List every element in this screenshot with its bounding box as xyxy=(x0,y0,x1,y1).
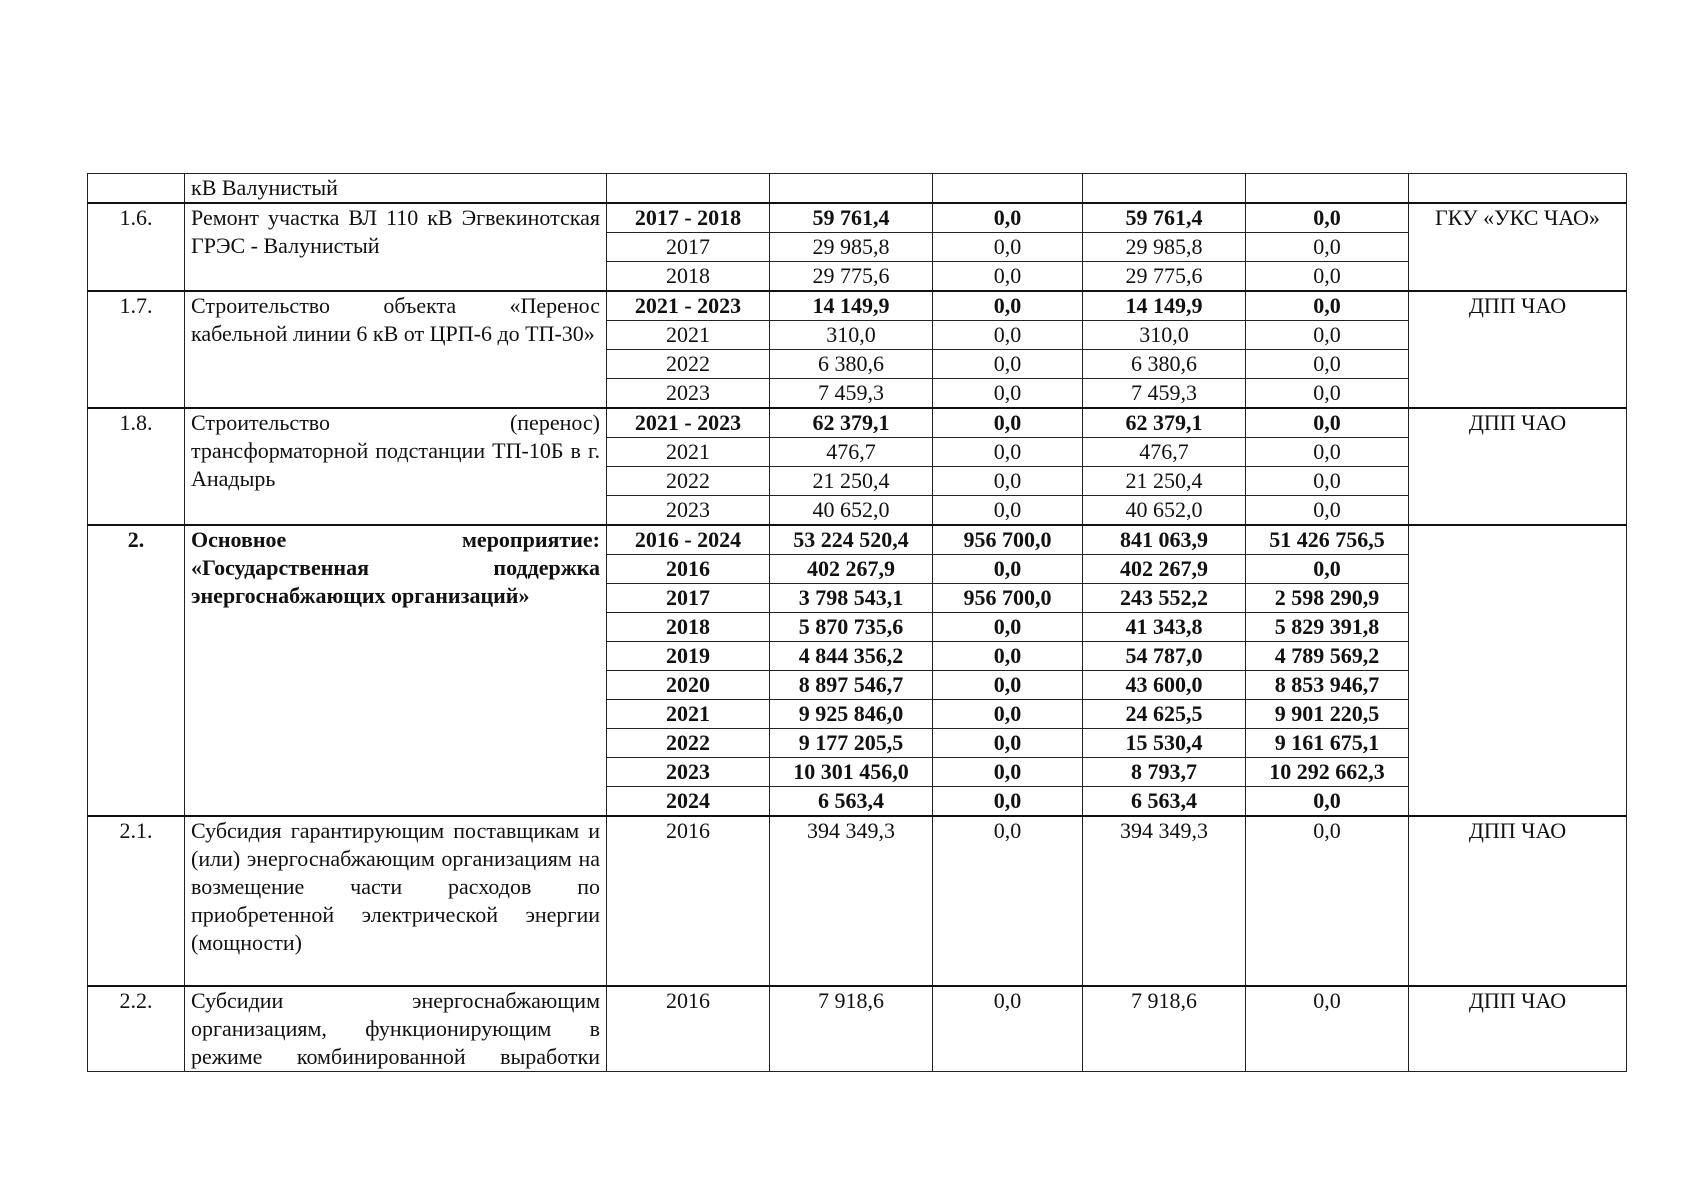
table-row xyxy=(88,203,1627,233)
federal-budget-cell: 0,0 xyxy=(933,816,1083,986)
other-sources-cell: 0,0 xyxy=(1246,321,1409,350)
district-budget-cell: 59 761,4 xyxy=(1083,203,1246,233)
total-cell: 7 918,6 xyxy=(770,986,933,1072)
period-cell: 2022 xyxy=(607,467,770,496)
period-cell: 2018 xyxy=(607,613,770,642)
federal-budget-cell: 0,0 xyxy=(933,787,1083,817)
empty-cell xyxy=(607,174,770,204)
district-budget-cell: 310,0 xyxy=(1083,321,1246,350)
event-name-cell: Субсидии энергоснабжающим организациям, функционирующим в режиме комбинированной выработки xyxy=(185,986,607,1072)
period-cell: 2018 xyxy=(607,262,770,292)
event-name-cell: Ремонт участка ВЛ 110 кВ Эгвекинотская ГРЭС - Валунистый xyxy=(185,203,607,291)
district-budget-cell: 29 985,8 xyxy=(1083,233,1246,262)
executor-cell: ДПП ЧАО xyxy=(1409,816,1627,986)
district-budget-cell: 15 530,4 xyxy=(1083,729,1246,758)
period-cell: 2021 xyxy=(607,321,770,350)
district-budget-cell: 40 652,0 xyxy=(1083,496,1246,526)
other-sources-cell: 0,0 xyxy=(1246,986,1409,1072)
period-cell: 2024 xyxy=(607,787,770,817)
district-budget-cell: 476,7 xyxy=(1083,438,1246,467)
total-cell: 5 870 735,6 xyxy=(770,613,933,642)
period-cell: 2016 xyxy=(607,555,770,584)
total-cell: 8 897 546,7 xyxy=(770,671,933,700)
other-sources-cell: 8 853 946,7 xyxy=(1246,671,1409,700)
table-row xyxy=(88,986,1627,1072)
district-budget-cell: 29 775,6 xyxy=(1083,262,1246,292)
total-cell: 9 925 846,0 xyxy=(770,700,933,729)
district-budget-cell: 24 625,5 xyxy=(1083,700,1246,729)
other-sources-cell: 0,0 xyxy=(1246,350,1409,379)
executor-cell xyxy=(1409,525,1627,816)
federal-budget-cell: 0,0 xyxy=(933,555,1083,584)
table-row xyxy=(88,291,1627,321)
executor-cell: ДПП ЧАО xyxy=(1409,408,1627,525)
empty-cell xyxy=(933,174,1083,204)
other-sources-cell: 10 292 662,3 xyxy=(1246,758,1409,787)
total-cell: 14 149,9 xyxy=(770,291,933,321)
event-name-cell: Основное мероприятие: «Государственная поддержка энергоснабжающих организаций» xyxy=(185,525,607,816)
total-cell: 3 798 543,1 xyxy=(770,584,933,613)
period-cell: 2020 xyxy=(607,671,770,700)
executor-cell: ГКУ «УКС ЧАО» xyxy=(1409,203,1627,291)
district-budget-cell: 243 552,2 xyxy=(1083,584,1246,613)
federal-budget-cell: 956 700,0 xyxy=(933,584,1083,613)
federal-budget-cell: 956 700,0 xyxy=(933,525,1083,555)
other-sources-cell: 0,0 xyxy=(1246,496,1409,526)
period-cell: 2022 xyxy=(607,350,770,379)
event-name-cell: Субсидия гарантирующим поставщикам и (или) энергоснабжающим организациям на возмещение части расходов по приобретенной электрической энергии (мощности) xyxy=(185,816,607,986)
district-budget-cell: 54 787,0 xyxy=(1083,642,1246,671)
period-cell: 2021 - 2023 xyxy=(607,291,770,321)
district-budget-cell: 402 267,9 xyxy=(1083,555,1246,584)
district-budget-cell: 6 563,4 xyxy=(1083,787,1246,817)
period-cell: 2021 xyxy=(607,438,770,467)
total-cell: 10 301 456,0 xyxy=(770,758,933,787)
total-cell: 6 380,6 xyxy=(770,350,933,379)
empty-cell xyxy=(1083,174,1246,204)
total-cell: 6 563,4 xyxy=(770,787,933,817)
event-number-cell: 2.2. xyxy=(88,986,185,1072)
total-cell: 7 459,3 xyxy=(770,379,933,409)
federal-budget-cell: 0,0 xyxy=(933,613,1083,642)
table-row xyxy=(88,408,1627,438)
executor-cell: ДПП ЧАО xyxy=(1409,986,1627,1072)
other-sources-cell: 0,0 xyxy=(1246,291,1409,321)
other-sources-cell: 5 829 391,8 xyxy=(1246,613,1409,642)
period-cell: 2022 xyxy=(607,729,770,758)
district-budget-cell: 8 793,7 xyxy=(1083,758,1246,787)
table-row xyxy=(88,816,1627,986)
table-row xyxy=(88,525,1627,555)
federal-budget-cell: 0,0 xyxy=(933,379,1083,409)
federal-budget-cell: 0,0 xyxy=(933,700,1083,729)
district-budget-cell: 14 149,9 xyxy=(1083,291,1246,321)
period-cell: 2017 xyxy=(607,233,770,262)
federal-budget-cell: 0,0 xyxy=(933,350,1083,379)
federal-budget-cell: 0,0 xyxy=(933,758,1083,787)
total-cell: 40 652,0 xyxy=(770,496,933,526)
period-cell: 2016 - 2024 xyxy=(607,525,770,555)
event-name-cell: кВ Валунистый xyxy=(185,174,607,204)
period-cell: 2023 xyxy=(607,496,770,526)
district-budget-cell: 62 379,1 xyxy=(1083,408,1246,438)
budget-table xyxy=(87,173,1627,1072)
federal-budget-cell: 0,0 xyxy=(933,291,1083,321)
period-cell: 2021 - 2023 xyxy=(607,408,770,438)
federal-budget-cell: 0,0 xyxy=(933,262,1083,292)
period-cell: 2016 xyxy=(607,986,770,1072)
total-cell: 21 250,4 xyxy=(770,467,933,496)
other-sources-cell: 0,0 xyxy=(1246,233,1409,262)
other-sources-cell: 0,0 xyxy=(1246,203,1409,233)
federal-budget-cell: 0,0 xyxy=(933,642,1083,671)
district-budget-cell: 21 250,4 xyxy=(1083,467,1246,496)
period-cell: 2016 xyxy=(607,816,770,986)
total-cell: 310,0 xyxy=(770,321,933,350)
district-budget-cell: 7 918,6 xyxy=(1083,986,1246,1072)
other-sources-cell: 0,0 xyxy=(1246,787,1409,817)
event-number-cell: 1.6. xyxy=(88,203,185,291)
event-name-cell: Строительство (перенос) трансформаторной подстанции ТП-10Б в г. Анадырь xyxy=(185,408,607,525)
period-cell: 2017 - 2018 xyxy=(607,203,770,233)
other-sources-cell: 0,0 xyxy=(1246,816,1409,986)
empty-cell xyxy=(1246,174,1409,204)
total-cell: 62 379,1 xyxy=(770,408,933,438)
federal-budget-cell: 0,0 xyxy=(933,467,1083,496)
other-sources-cell: 0,0 xyxy=(1246,555,1409,584)
empty-cell xyxy=(770,174,933,204)
other-sources-cell: 0,0 xyxy=(1246,438,1409,467)
other-sources-cell: 51 426 756,5 xyxy=(1246,525,1409,555)
event-number-cell: 2. xyxy=(88,525,185,816)
event-name-cell: Строительство объекта «Перенос кабельной линии 6 кВ от ЦРП-6 до ТП-30» xyxy=(185,291,607,408)
federal-budget-cell: 0,0 xyxy=(933,321,1083,350)
federal-budget-cell: 0,0 xyxy=(933,496,1083,526)
empty-cell xyxy=(1409,174,1627,204)
other-sources-cell: 4 789 569,2 xyxy=(1246,642,1409,671)
period-cell: 2021 xyxy=(607,700,770,729)
total-cell: 9 177 205,5 xyxy=(770,729,933,758)
district-budget-cell: 841 063,9 xyxy=(1083,525,1246,555)
executor-cell: ДПП ЧАО xyxy=(1409,291,1627,408)
district-budget-cell: 394 349,3 xyxy=(1083,816,1246,986)
federal-budget-cell: 0,0 xyxy=(933,438,1083,467)
table-row xyxy=(88,174,1627,204)
other-sources-cell: 9 901 220,5 xyxy=(1246,700,1409,729)
federal-budget-cell: 0,0 xyxy=(933,671,1083,700)
federal-budget-cell: 0,0 xyxy=(933,986,1083,1072)
other-sources-cell: 9 161 675,1 xyxy=(1246,729,1409,758)
total-cell: 53 224 520,4 xyxy=(770,525,933,555)
event-number-cell: 1.7. xyxy=(88,291,185,408)
total-cell: 4 844 356,2 xyxy=(770,642,933,671)
total-cell: 394 349,3 xyxy=(770,816,933,986)
federal-budget-cell: 0,0 xyxy=(933,729,1083,758)
total-cell: 29 985,8 xyxy=(770,233,933,262)
table-body xyxy=(88,174,1627,1072)
federal-budget-cell: 0,0 xyxy=(933,203,1083,233)
total-cell: 59 761,4 xyxy=(770,203,933,233)
total-cell: 29 775,6 xyxy=(770,262,933,292)
other-sources-cell: 2 598 290,9 xyxy=(1246,584,1409,613)
num-cell xyxy=(88,174,185,204)
district-budget-cell: 6 380,6 xyxy=(1083,350,1246,379)
federal-budget-cell: 0,0 xyxy=(933,408,1083,438)
federal-budget-cell: 0,0 xyxy=(933,233,1083,262)
district-budget-cell: 7 459,3 xyxy=(1083,379,1246,409)
other-sources-cell: 0,0 xyxy=(1246,408,1409,438)
event-number-cell: 1.8. xyxy=(88,408,185,525)
other-sources-cell: 0,0 xyxy=(1246,262,1409,292)
period-cell: 2023 xyxy=(607,379,770,409)
period-cell: 2017 xyxy=(607,584,770,613)
other-sources-cell: 0,0 xyxy=(1246,467,1409,496)
district-budget-cell: 43 600,0 xyxy=(1083,671,1246,700)
total-cell: 476,7 xyxy=(770,438,933,467)
total-cell: 402 267,9 xyxy=(770,555,933,584)
period-cell: 2023 xyxy=(607,758,770,787)
district-budget-cell: 41 343,8 xyxy=(1083,613,1246,642)
other-sources-cell: 0,0 xyxy=(1246,379,1409,409)
event-number-cell: 2.1. xyxy=(88,816,185,986)
period-cell: 2019 xyxy=(607,642,770,671)
